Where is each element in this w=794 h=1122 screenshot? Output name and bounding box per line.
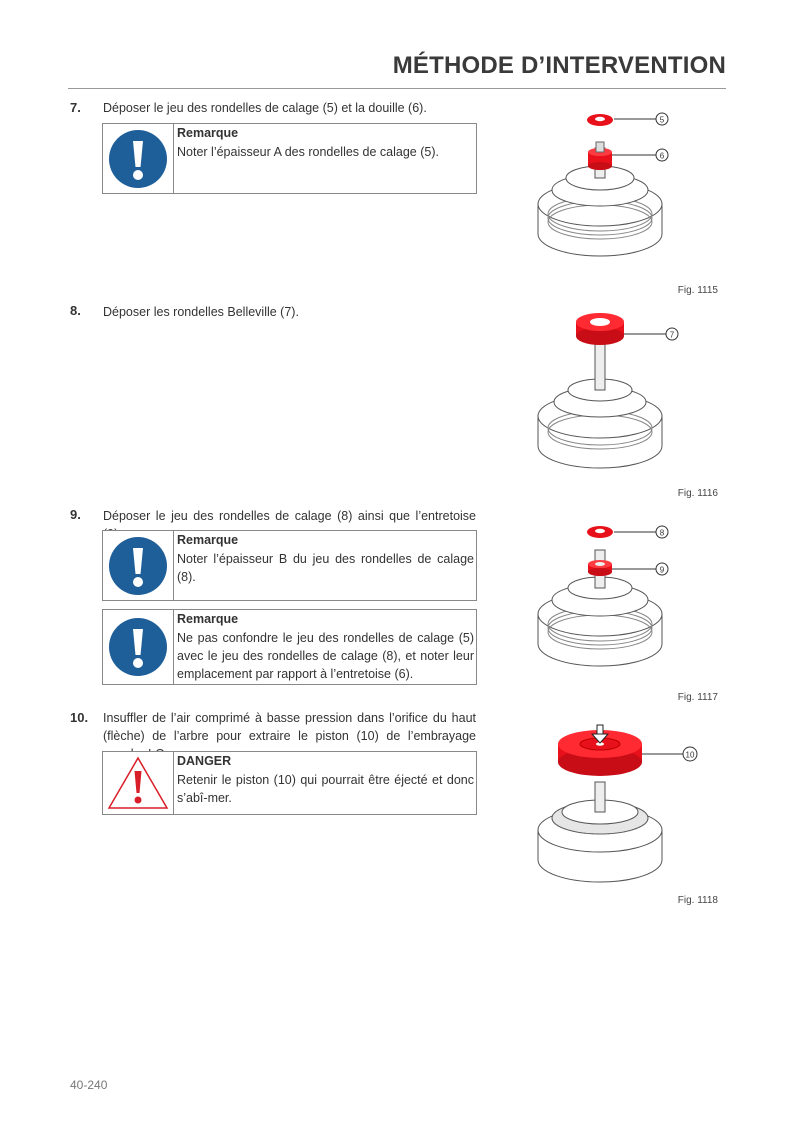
note-box xyxy=(102,609,477,685)
callout-label: 6 xyxy=(659,151,665,161)
page-number: 40-240 xyxy=(70,1078,108,1092)
callout-label: 9 xyxy=(659,565,665,575)
figure-caption: Fig. 1118 xyxy=(677,895,718,906)
note-text: Ne pas confondre le jeu des rondelles de calage (5) avec le jeu des rondelles de calage (8), et noter leur emplacement par rapport à l’entretoise (6). xyxy=(177,631,474,681)
note-icon-cell xyxy=(103,610,174,684)
step-text: Insuffler de l’air comprimé à basse pression dans l’orifice du haut (flèche) de l’arbre pour extraire le piston (10) de l’embrayage xyxy=(103,711,476,743)
step-text: Déposer le jeu des rondelles de calage (8) ainsi que l’entretoise xyxy=(103,509,476,523)
info-exclamation-icon xyxy=(108,617,168,677)
warning-triangle-icon xyxy=(106,755,170,811)
step-number: 7. xyxy=(70,100,81,115)
info-exclamation-icon xyxy=(108,536,168,596)
page-title: MÉTHODE D’INTERVENTION xyxy=(392,52,726,79)
shim-washers-part-5 xyxy=(587,114,613,126)
note-title: Remarque xyxy=(177,612,239,626)
spacer-part-9 xyxy=(588,560,612,576)
callout-label: 8 xyxy=(659,528,665,538)
info-exclamation-icon xyxy=(108,129,168,189)
belleville-washers-part-7 xyxy=(576,313,624,345)
step-text: Déposer le jeu des rondelles de calage (5) et la douille (6). xyxy=(103,101,427,115)
note-box xyxy=(102,123,477,194)
note-icon-cell xyxy=(103,124,174,193)
note-text: Retenir le piston (10) qui pourrait être éjecté et donc s’abî-mer. xyxy=(177,773,474,805)
step-number: 9. xyxy=(70,507,81,522)
figure-caption: Fig. 1115 xyxy=(677,285,718,296)
clutch-assembly-illustration xyxy=(538,340,662,468)
step-number: 8. xyxy=(70,303,81,318)
danger-box xyxy=(102,751,477,815)
note-text: Noter l’épaisseur B du jeu des rondelles de calage (8). xyxy=(177,552,474,584)
header-divider xyxy=(68,88,726,89)
note-title: Remarque xyxy=(177,533,239,547)
sleeve-part-6 xyxy=(588,142,612,170)
shim-washers-part-8 xyxy=(587,526,613,538)
note-title: Remarque xyxy=(177,126,239,140)
callout-label: 7 xyxy=(669,330,675,340)
step-number: 10. xyxy=(70,710,89,725)
note-icon-cell xyxy=(103,531,174,600)
figure-caption: Fig. 1117 xyxy=(677,692,718,703)
callout-label: 5 xyxy=(659,115,665,125)
figure-caption: Fig. 1116 xyxy=(677,488,718,499)
figure-1116 xyxy=(520,306,720,482)
step-text: Déposer les rondelles Belleville (7). xyxy=(103,305,299,319)
clutch-assembly-illustration xyxy=(538,782,662,882)
note-text: Noter l’épaisseur A des rondelles de calage (5). xyxy=(177,145,439,159)
note-box xyxy=(102,530,477,601)
note-icon-cell xyxy=(103,752,174,814)
figure-1117 xyxy=(520,516,720,686)
callout-label: 10 xyxy=(685,750,695,760)
figure-1118 xyxy=(520,722,720,892)
figure-1115 xyxy=(520,104,720,280)
note-title: DANGER xyxy=(177,754,232,768)
